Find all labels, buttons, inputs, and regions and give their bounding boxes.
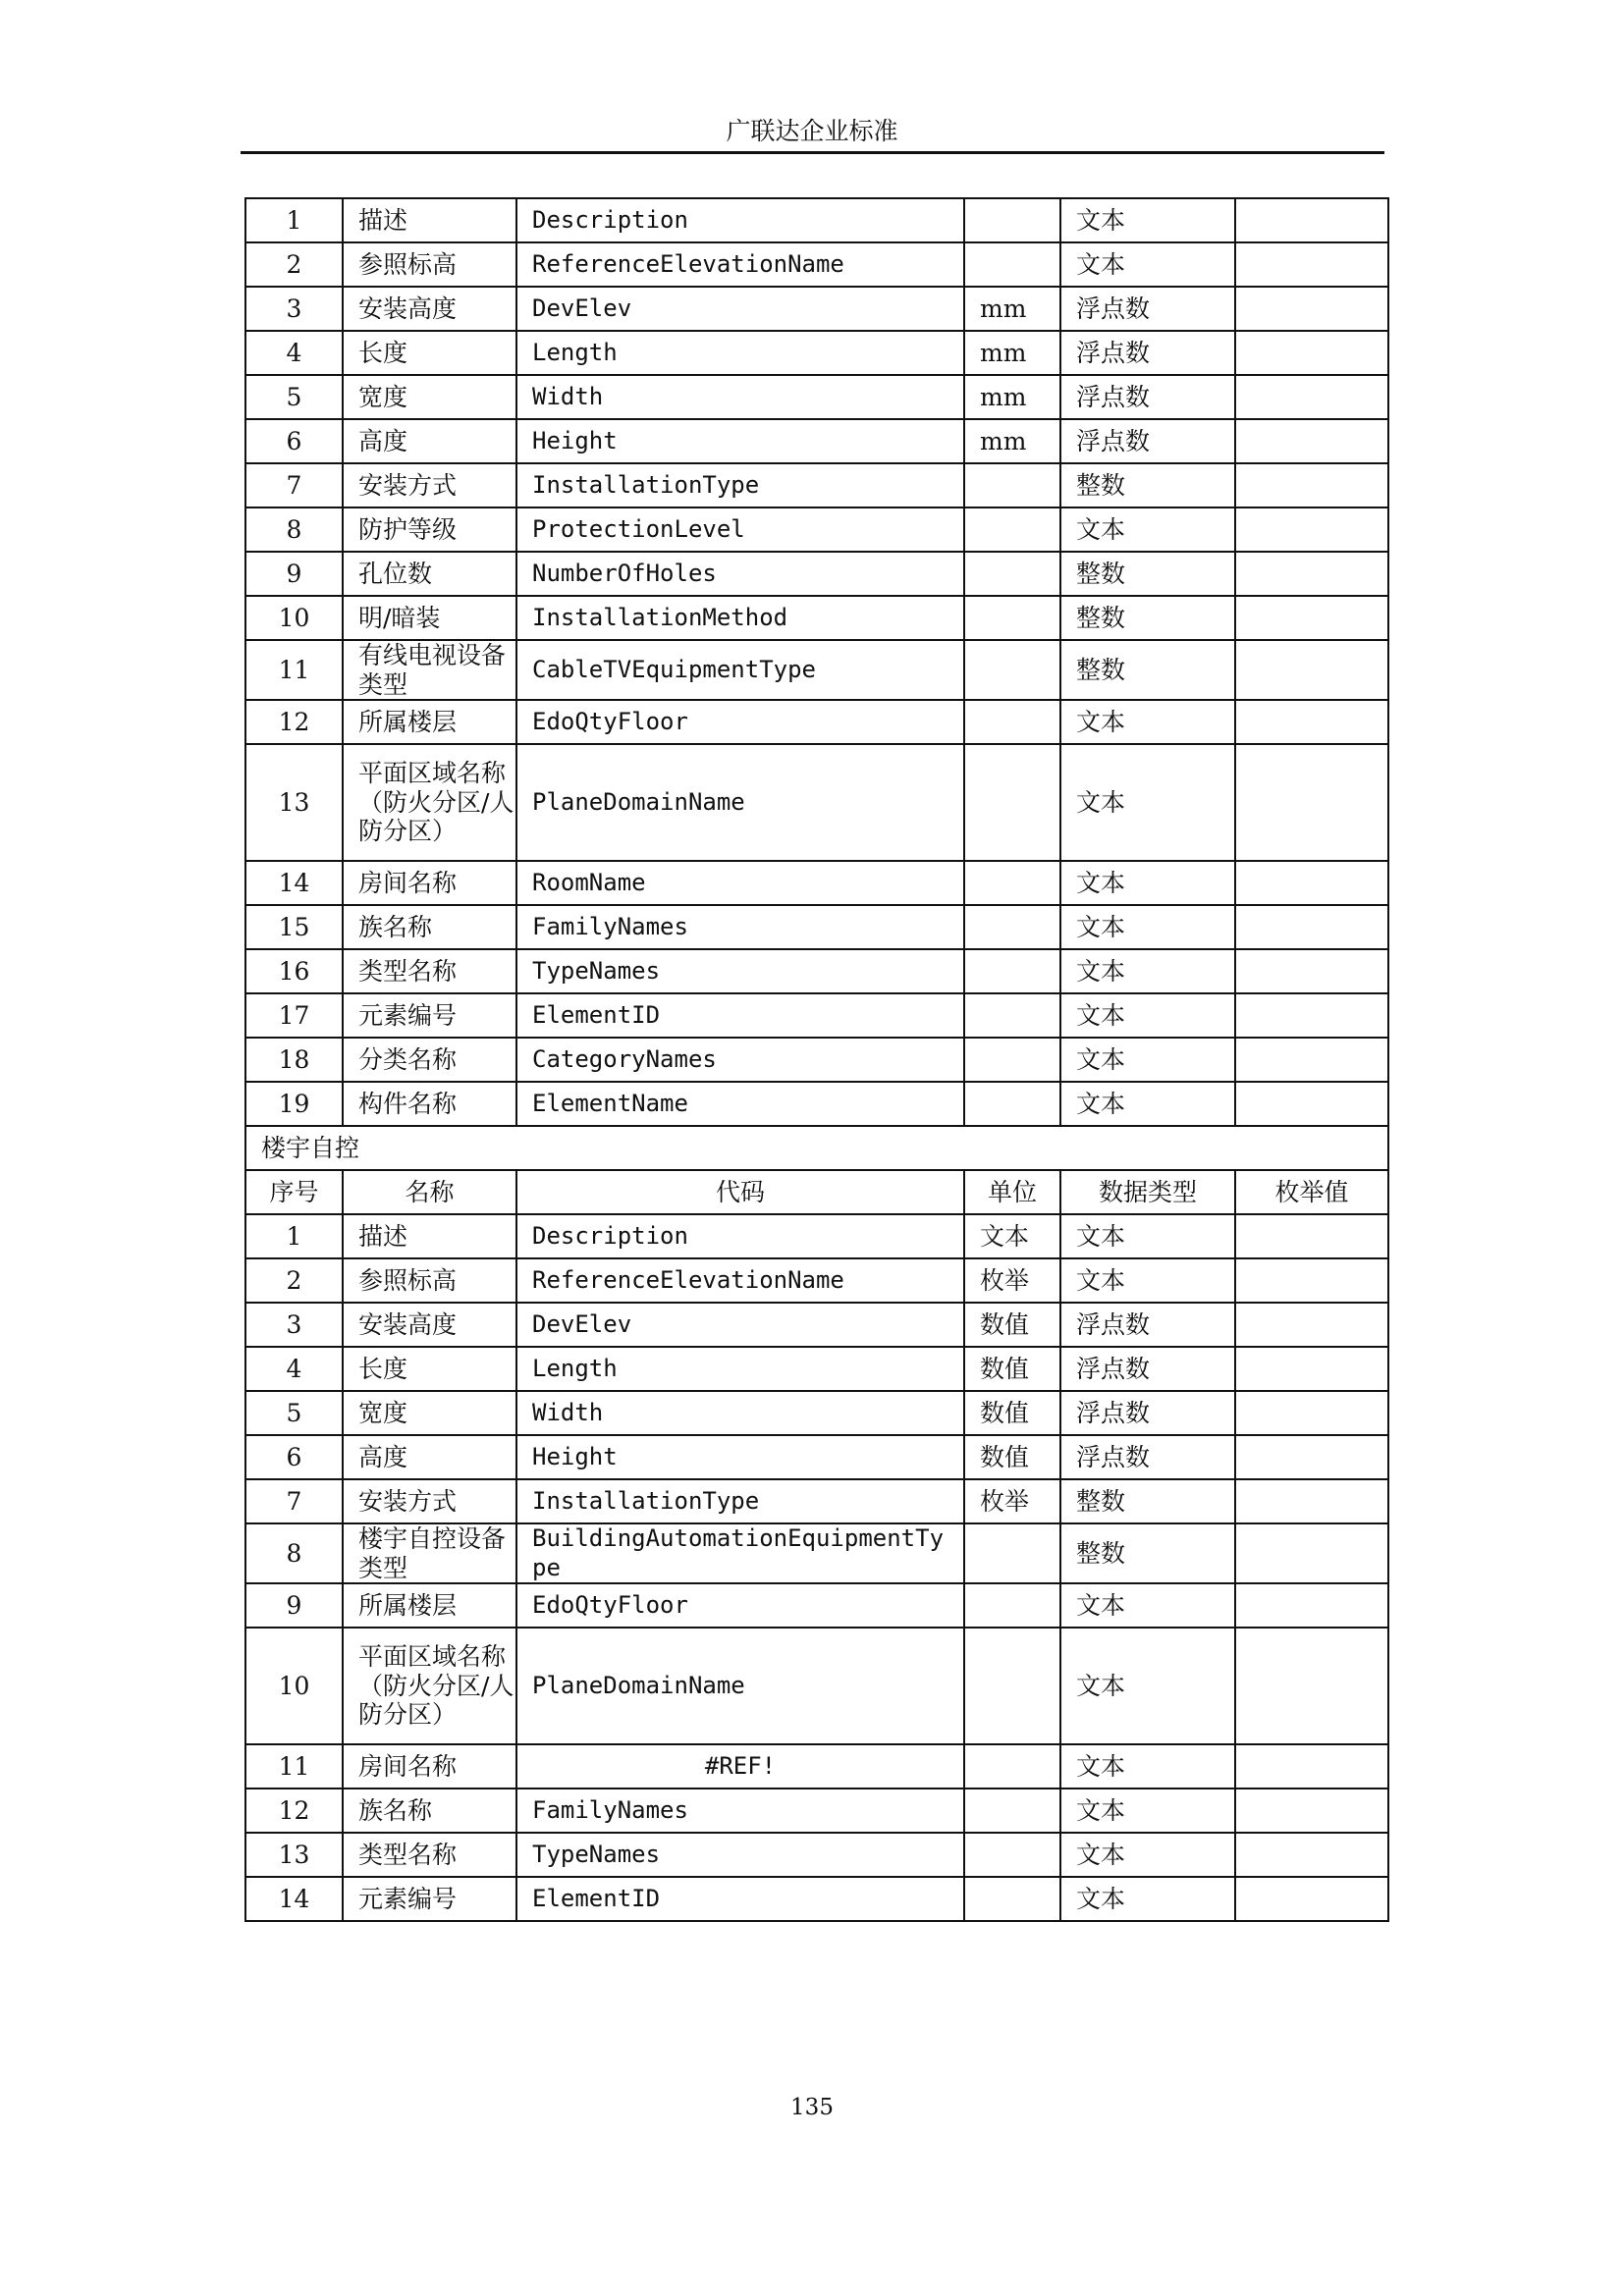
row-data-type: 文本 — [1060, 1082, 1235, 1126]
row-data-type: 文本 — [1060, 949, 1235, 993]
row-name: 描述 — [343, 1214, 516, 1258]
row-unit: mm — [964, 419, 1060, 463]
column-header-name: 名称 — [343, 1170, 516, 1214]
row-number: 3 — [245, 1303, 343, 1347]
table-row — [245, 1303, 1388, 1347]
row-enum-value — [1235, 1038, 1388, 1082]
row-code: BuildingAutomationEquipmentType — [516, 1523, 964, 1583]
row-data-type: 文本 — [1060, 1789, 1235, 1833]
table-row — [245, 1479, 1388, 1523]
page-number: 135 — [790, 2095, 834, 2120]
row-enum-value — [1235, 993, 1388, 1038]
row-number: 13 — [245, 744, 343, 861]
row-code: InstallationType — [516, 1479, 964, 1523]
row-number: 10 — [245, 596, 343, 640]
row-number: 19 — [245, 1082, 343, 1126]
row-code: Height — [516, 419, 964, 463]
row-unit — [964, 1583, 1060, 1628]
row-name: 楼宇自控设备类型 — [343, 1523, 516, 1583]
row-unit — [964, 949, 1060, 993]
row-number: 11 — [245, 1744, 343, 1789]
row-enum-value — [1235, 1789, 1388, 1833]
row-unit — [964, 905, 1060, 949]
row-code: FamilyNames — [516, 1789, 964, 1833]
row-name: 房间名称 — [343, 1744, 516, 1789]
row-data-type: 文本 — [1060, 744, 1235, 861]
row-unit — [964, 552, 1060, 596]
row-unit: mm — [964, 331, 1060, 375]
table-row — [245, 507, 1388, 552]
row-name: 元素编号 — [343, 1877, 516, 1921]
table-row — [245, 1628, 1388, 1744]
row-unit: 枚举 — [964, 1479, 1060, 1523]
row-code: CableTVEquipmentType — [516, 640, 964, 700]
row-code: Height — [516, 1435, 964, 1479]
row-unit: 数值 — [964, 1435, 1060, 1479]
row-code: PlaneDomainName — [516, 1628, 964, 1744]
page-header-title: 广联达企业标准 — [726, 117, 898, 145]
table-row — [245, 198, 1388, 242]
row-code: NumberOfHoles — [516, 552, 964, 596]
row-data-type: 文本 — [1060, 1877, 1235, 1921]
table-row — [245, 700, 1388, 744]
row-number: 5 — [245, 375, 343, 419]
row-code: ElementID — [516, 993, 964, 1038]
row-name: 宽度 — [343, 1391, 516, 1435]
row-unit — [964, 1628, 1060, 1744]
table-row — [245, 1038, 1388, 1082]
row-unit — [964, 1038, 1060, 1082]
row-data-type: 文本 — [1060, 1628, 1235, 1744]
row-data-type: 文本 — [1060, 1258, 1235, 1303]
row-unit: 数值 — [964, 1347, 1060, 1391]
row-number: 14 — [245, 861, 343, 905]
row-number: 15 — [245, 905, 343, 949]
row-data-type: 文本 — [1060, 905, 1235, 949]
row-name: 明/暗装 — [343, 596, 516, 640]
table-row — [245, 1347, 1388, 1391]
row-enum-value — [1235, 1347, 1388, 1391]
table-row — [245, 1082, 1388, 1126]
row-number: 6 — [245, 419, 343, 463]
table-row — [245, 1214, 1388, 1258]
row-number: 1 — [245, 1214, 343, 1258]
row-unit — [964, 596, 1060, 640]
row-number: 7 — [245, 463, 343, 507]
row-name: 类型名称 — [343, 1833, 516, 1877]
row-enum-value — [1235, 419, 1388, 463]
row-unit — [964, 993, 1060, 1038]
row-name: 安装方式 — [343, 463, 516, 507]
row-data-type: 文本 — [1060, 242, 1235, 287]
row-unit — [964, 1789, 1060, 1833]
row-number: 16 — [245, 949, 343, 993]
row-name: 长度 — [343, 331, 516, 375]
row-enum-value — [1235, 744, 1388, 861]
row-data-type: 浮点数 — [1060, 331, 1235, 375]
row-name: 类型名称 — [343, 949, 516, 993]
row-enum-value — [1235, 1391, 1388, 1435]
row-number: 12 — [245, 1789, 343, 1833]
row-unit: 数值 — [964, 1391, 1060, 1435]
row-unit — [964, 507, 1060, 552]
table-row — [245, 1789, 1388, 1833]
row-data-type: 浮点数 — [1060, 419, 1235, 463]
row-number: 10 — [245, 1628, 343, 1744]
row-enum-value — [1235, 1214, 1388, 1258]
table-row — [245, 552, 1388, 596]
row-name: 元素编号 — [343, 993, 516, 1038]
row-number: 9 — [245, 1583, 343, 1628]
row-unit — [964, 1833, 1060, 1877]
row-code: Length — [516, 1347, 964, 1391]
table-row — [245, 331, 1388, 375]
row-data-type: 整数 — [1060, 640, 1235, 700]
row-enum-value — [1235, 331, 1388, 375]
row-number: 4 — [245, 1347, 343, 1391]
row-enum-value — [1235, 1435, 1388, 1479]
row-unit: 枚举 — [964, 1258, 1060, 1303]
row-code: ProtectionLevel — [516, 507, 964, 552]
row-code: ReferenceElevationName — [516, 1258, 964, 1303]
table-row — [245, 744, 1388, 861]
row-data-type: 文本 — [1060, 700, 1235, 744]
row-name: 孔位数 — [343, 552, 516, 596]
row-unit — [964, 242, 1060, 287]
row-name: 宽度 — [343, 375, 516, 419]
row-enum-value — [1235, 1479, 1388, 1523]
row-number: 9 — [245, 552, 343, 596]
row-name: 描述 — [343, 198, 516, 242]
attribute-table — [244, 197, 1389, 1922]
row-name: 平面区域名称（防火分区/人防分区） — [343, 744, 516, 861]
table-row — [245, 905, 1388, 949]
row-data-type: 文本 — [1060, 507, 1235, 552]
row-code: TypeNames — [516, 949, 964, 993]
section-title: 楼宇自控 — [245, 1126, 1388, 1170]
table-row — [245, 463, 1388, 507]
row-number: 6 — [245, 1435, 343, 1479]
row-unit: 文本 — [964, 1214, 1060, 1258]
row-code: EdoQtyFloor — [516, 700, 964, 744]
row-number: 11 — [245, 640, 343, 700]
row-data-type: 文本 — [1060, 1744, 1235, 1789]
row-number: 13 — [245, 1833, 343, 1877]
row-enum-value — [1235, 700, 1388, 744]
row-code: Description — [516, 198, 964, 242]
row-enum-value — [1235, 198, 1388, 242]
header-divider — [241, 151, 1384, 154]
row-unit — [964, 1082, 1060, 1126]
row-data-type: 整数 — [1060, 1523, 1235, 1583]
row-code: RoomName — [516, 861, 964, 905]
row-number: 5 — [245, 1391, 343, 1435]
row-unit — [964, 744, 1060, 861]
row-number: 7 — [245, 1479, 343, 1523]
row-number: 4 — [245, 331, 343, 375]
row-name: 族名称 — [343, 905, 516, 949]
row-data-type: 文本 — [1060, 1214, 1235, 1258]
row-data-type: 浮点数 — [1060, 1435, 1235, 1479]
row-enum-value — [1235, 1082, 1388, 1126]
row-code: DevElev — [516, 287, 964, 331]
row-data-type: 整数 — [1060, 463, 1235, 507]
row-enum-value — [1235, 1523, 1388, 1583]
row-data-type: 浮点数 — [1060, 1303, 1235, 1347]
row-code: FamilyNames — [516, 905, 964, 949]
row-enum-value — [1235, 375, 1388, 419]
row-name: 族名称 — [343, 1789, 516, 1833]
row-code: Description — [516, 1214, 964, 1258]
table-row — [245, 861, 1388, 905]
row-data-type: 浮点数 — [1060, 1391, 1235, 1435]
row-code: DevElev — [516, 1303, 964, 1347]
row-code: PlaneDomainName — [516, 744, 964, 861]
row-data-type: 文本 — [1060, 1833, 1235, 1877]
column-header-row — [245, 1170, 1388, 1214]
row-name: 高度 — [343, 419, 516, 463]
table-row — [245, 375, 1388, 419]
row-enum-value — [1235, 1583, 1388, 1628]
row-unit — [964, 463, 1060, 507]
row-code: InstallationMethod — [516, 596, 964, 640]
table-row — [245, 1583, 1388, 1628]
row-unit: mm — [964, 287, 1060, 331]
row-enum-value — [1235, 1258, 1388, 1303]
row-data-type: 浮点数 — [1060, 375, 1235, 419]
row-enum-value — [1235, 287, 1388, 331]
row-unit — [964, 640, 1060, 700]
row-enum-value — [1235, 463, 1388, 507]
table-row — [245, 1258, 1388, 1303]
row-number: 3 — [245, 287, 343, 331]
row-data-type: 文本 — [1060, 1038, 1235, 1082]
row-data-type: 文本 — [1060, 198, 1235, 242]
row-code: InstallationType — [516, 463, 964, 507]
row-name: 所属楼层 — [343, 1583, 516, 1628]
row-name: 参照标高 — [343, 242, 516, 287]
table-row — [245, 1877, 1388, 1921]
table-row — [245, 993, 1388, 1038]
row-name: 防护等级 — [343, 507, 516, 552]
row-data-type: 整数 — [1060, 1479, 1235, 1523]
row-data-type: 整数 — [1060, 596, 1235, 640]
row-enum-value — [1235, 596, 1388, 640]
row-number: 8 — [245, 507, 343, 552]
table-row — [245, 1391, 1388, 1435]
row-code: #REF! — [516, 1744, 964, 1789]
row-number: 18 — [245, 1038, 343, 1082]
row-code: ReferenceElevationName — [516, 242, 964, 287]
row-number: 8 — [245, 1523, 343, 1583]
row-enum-value — [1235, 1744, 1388, 1789]
row-enum-value — [1235, 1877, 1388, 1921]
row-data-type: 浮点数 — [1060, 1347, 1235, 1391]
table-row — [245, 1833, 1388, 1877]
row-code: Width — [516, 1391, 964, 1435]
column-header-no: 序号 — [245, 1170, 343, 1214]
row-name: 高度 — [343, 1435, 516, 1479]
row-name: 平面区域名称（防火分区/人防分区） — [343, 1628, 516, 1744]
row-unit: mm — [964, 375, 1060, 419]
row-enum-value — [1235, 1833, 1388, 1877]
row-number: 2 — [245, 242, 343, 287]
row-unit — [964, 1523, 1060, 1583]
row-unit — [964, 1744, 1060, 1789]
row-enum-value — [1235, 1628, 1388, 1744]
row-name: 房间名称 — [343, 861, 516, 905]
row-code: ElementID — [516, 1877, 964, 1921]
table-row — [245, 419, 1388, 463]
row-name: 安装高度 — [343, 1303, 516, 1347]
table-row — [245, 949, 1388, 993]
row-name: 所属楼层 — [343, 700, 516, 744]
row-code: TypeNames — [516, 1833, 964, 1877]
row-name: 分类名称 — [343, 1038, 516, 1082]
row-name: 有线电视设备类型 — [343, 640, 516, 700]
row-name: 构件名称 — [343, 1082, 516, 1126]
row-enum-value — [1235, 905, 1388, 949]
table-row — [245, 1523, 1388, 1583]
row-number: 14 — [245, 1877, 343, 1921]
row-code: Length — [516, 331, 964, 375]
section-title-row — [245, 1126, 1388, 1170]
column-header-type: 数据类型 — [1060, 1170, 1235, 1214]
row-number: 17 — [245, 993, 343, 1038]
row-code: Width — [516, 375, 964, 419]
row-name: 长度 — [343, 1347, 516, 1391]
row-enum-value — [1235, 640, 1388, 700]
table-row — [245, 242, 1388, 287]
table-row — [245, 596, 1388, 640]
table-row — [245, 1744, 1388, 1789]
row-data-type: 文本 — [1060, 993, 1235, 1038]
row-data-type: 整数 — [1060, 552, 1235, 596]
row-code: CategoryNames — [516, 1038, 964, 1082]
row-unit — [964, 861, 1060, 905]
row-unit: 数值 — [964, 1303, 1060, 1347]
column-header-code: 代码 — [516, 1170, 964, 1214]
row-name: 安装方式 — [343, 1479, 516, 1523]
table-row — [245, 640, 1388, 700]
row-code: EdoQtyFloor — [516, 1583, 964, 1628]
row-enum-value — [1235, 1303, 1388, 1347]
row-number: 1 — [245, 198, 343, 242]
attribute-table-body — [245, 198, 1388, 1921]
row-enum-value — [1235, 861, 1388, 905]
row-enum-value — [1235, 507, 1388, 552]
row-number: 12 — [245, 700, 343, 744]
row-enum-value — [1235, 552, 1388, 596]
row-name: 参照标高 — [343, 1258, 516, 1303]
row-number: 2 — [245, 1258, 343, 1303]
row-data-type: 文本 — [1060, 861, 1235, 905]
row-enum-value — [1235, 242, 1388, 287]
row-name: 安装高度 — [343, 287, 516, 331]
table-row — [245, 287, 1388, 331]
row-data-type: 文本 — [1060, 1583, 1235, 1628]
table-row — [245, 1435, 1388, 1479]
row-code: ElementName — [516, 1082, 964, 1126]
row-enum-value — [1235, 949, 1388, 993]
row-data-type: 浮点数 — [1060, 287, 1235, 331]
row-unit — [964, 198, 1060, 242]
column-header-enum: 枚举值 — [1235, 1170, 1388, 1214]
row-unit — [964, 1877, 1060, 1921]
column-header-unit: 单位 — [964, 1170, 1060, 1214]
row-unit — [964, 700, 1060, 744]
